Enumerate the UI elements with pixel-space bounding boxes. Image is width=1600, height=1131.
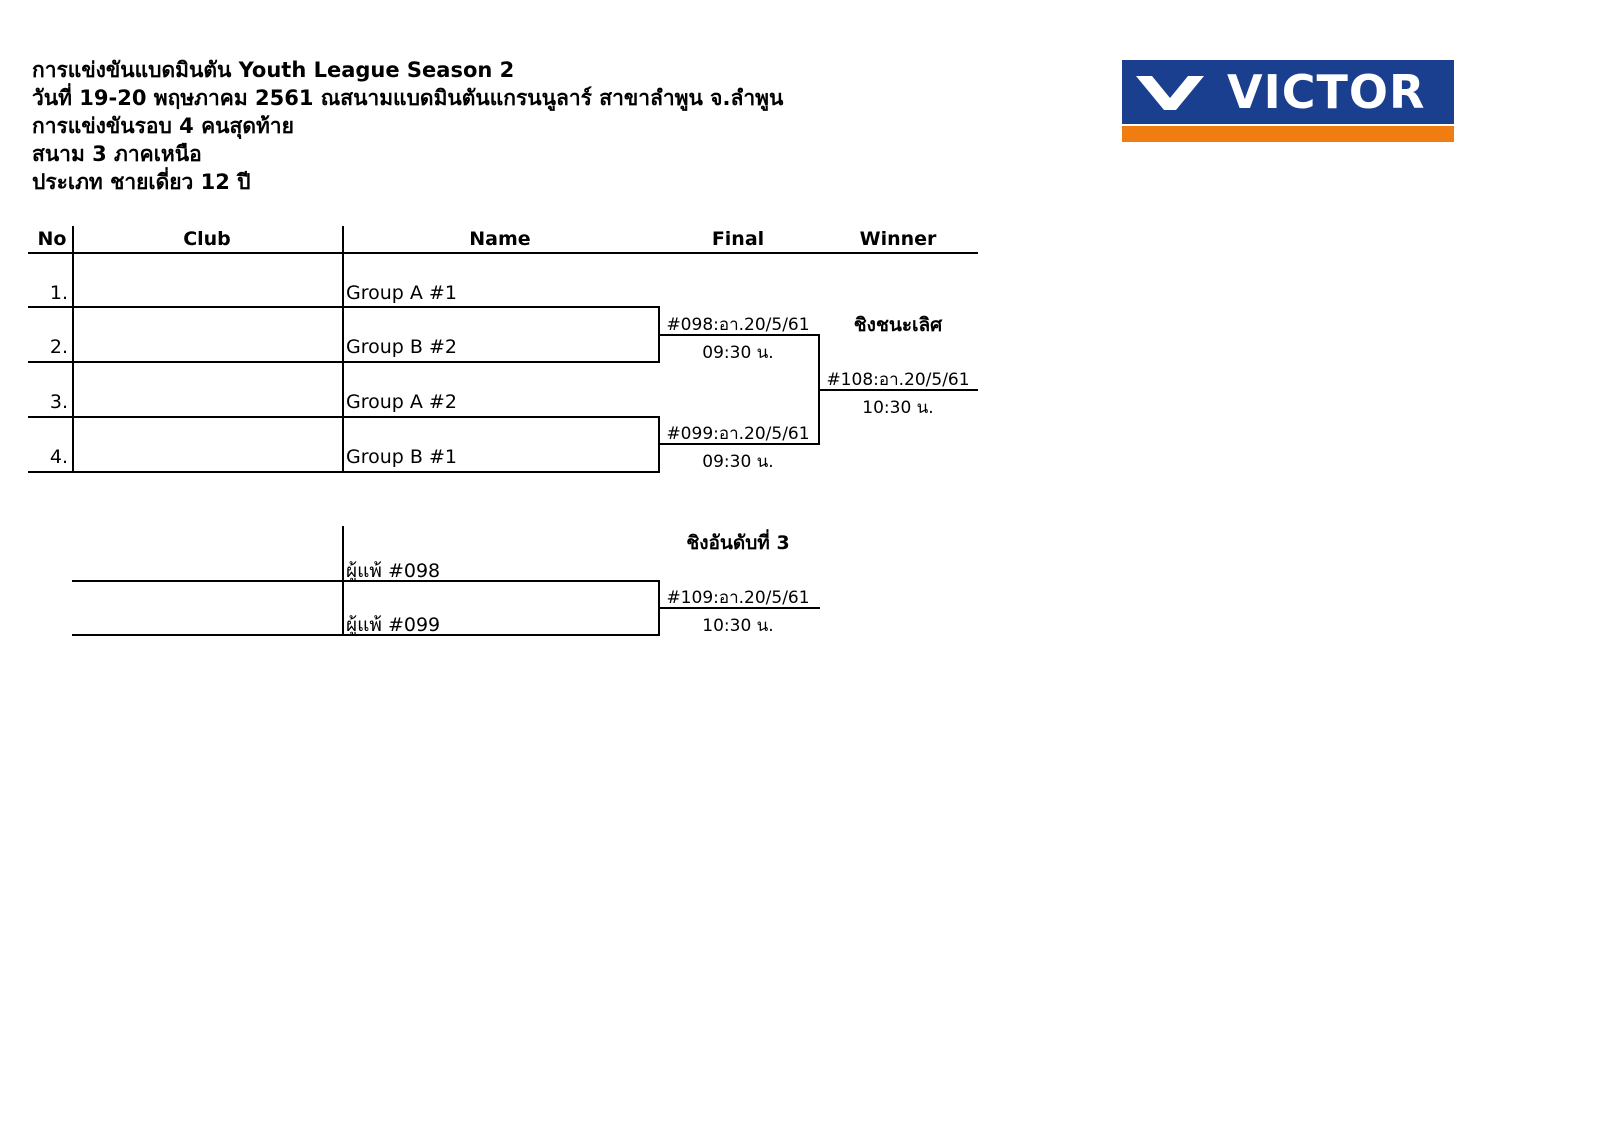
- logo-text: VICTOR: [1227, 65, 1426, 119]
- match-time-108: 10:30 น.: [862, 398, 934, 418]
- divider-no-club: [72, 226, 74, 472]
- third-place-player-2: ผู้แพ้ #099: [346, 614, 441, 636]
- row-line-4: [28, 471, 660, 473]
- third-place-label: ชิงอันดับที่ 3: [686, 532, 790, 554]
- category-title: ประเภท ชายเดี่ยว 12 ปี: [32, 170, 251, 194]
- player-name-2: Group B #2: [346, 336, 457, 358]
- logo-blue-band: [1122, 60, 1454, 124]
- player-no-1: 1.: [49, 282, 68, 304]
- logo-orange-band: [1122, 126, 1454, 142]
- match-code-109: #109:อา.20/5/61: [666, 588, 810, 608]
- col-header-winner: Winner: [859, 228, 937, 250]
- championship-label: ชิงชนะเลิศ: [853, 314, 943, 336]
- player-no-4: 4.: [49, 446, 68, 468]
- victor-logo: [1122, 60, 1454, 142]
- third-place-row-line-1: [72, 580, 660, 582]
- event-title: การแข่งขันแบดมินตัน Youth League Season 2: [32, 58, 515, 82]
- event-date-venue: วันที่ 19-20 พฤษภาคม 2561 ณสนามแบดมินตันแกรนนูลาร์ สาขาลำพูน จ.ลำพูน: [32, 86, 784, 110]
- match-time-109: 10:30 น.: [702, 616, 774, 636]
- third-place-player-1: ผู้แพ้ #098: [346, 560, 441, 582]
- col-header-no: No: [37, 228, 67, 250]
- row-line-2: [28, 361, 660, 363]
- player-name-3: Group A #2: [346, 391, 457, 413]
- match-time-099: 09:30 น.: [702, 452, 774, 472]
- player-name-1: Group A #1: [346, 282, 457, 304]
- header-underline: [28, 252, 978, 254]
- player-no-2: 2.: [49, 336, 68, 358]
- player-no-3: 3.: [49, 391, 68, 413]
- third-place-row-line-2: [72, 634, 660, 636]
- match-time-098: 09:30 น.: [702, 343, 774, 363]
- match-code-098: #098:อา.20/5/61: [666, 315, 810, 335]
- divider-club-name: [342, 226, 344, 472]
- col-header-club: Club: [183, 228, 231, 250]
- round-title: การแข่งขันรอบ 4 คนสุดท้าย: [32, 114, 294, 138]
- match-code-108: #108:อา.20/5/61: [826, 370, 970, 390]
- col-header-final: Final: [711, 228, 765, 250]
- row-line-1: [28, 306, 660, 308]
- row-line-3: [28, 416, 660, 418]
- col-header-name: Name: [469, 228, 531, 250]
- player-name-4: Group B #1: [346, 446, 457, 468]
- match-code-099: #099:อา.20/5/61: [666, 424, 810, 444]
- victor-v-mark-icon: [1134, 70, 1206, 114]
- court-title: สนาม 3 ภาคเหนือ: [32, 142, 202, 166]
